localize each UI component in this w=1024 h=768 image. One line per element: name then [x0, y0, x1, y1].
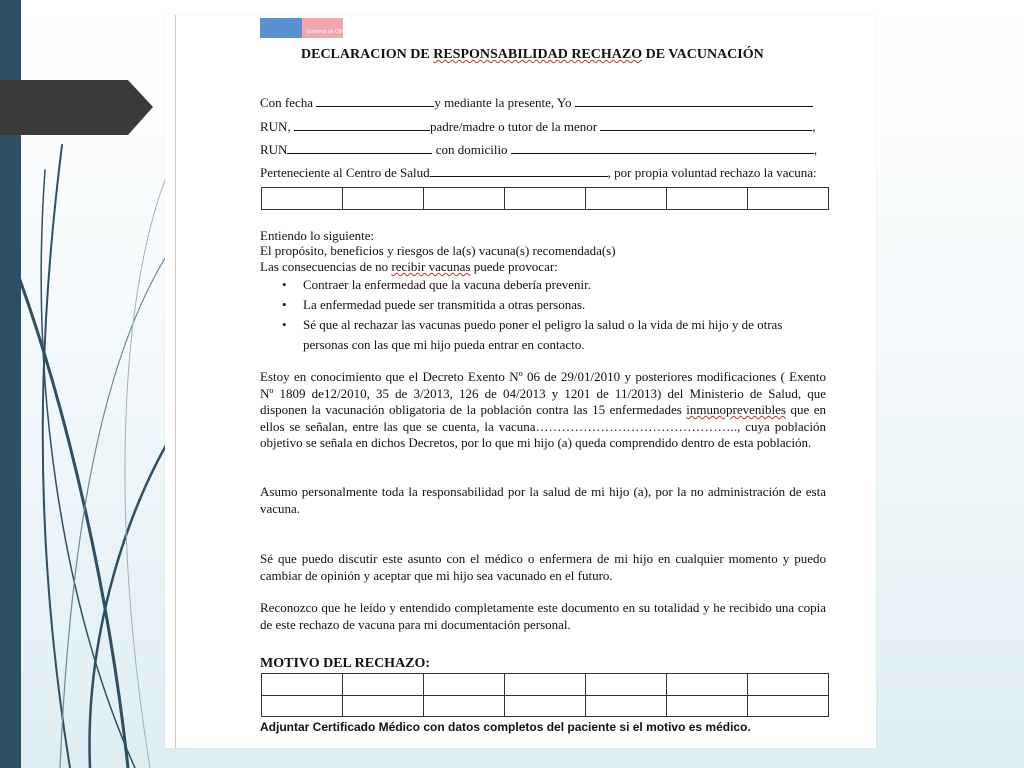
motivo-note: Adjuntar Certificado Médico con datos completos del paciente si el motivo es médico.: [260, 720, 751, 734]
document-title: DECLARACION DE RESPONSABILIDAD RECHAZO DE VACUNACIÓN: [301, 47, 764, 62]
logo-text: Gobierno de Chile: [306, 29, 347, 35]
centro-blank[interactable]: [430, 165, 608, 177]
fecha-blank[interactable]: [316, 95, 434, 107]
list-item: • La enfermedad puede ser transmitida a otras personas.: [282, 297, 586, 312]
document-page: [165, 15, 876, 748]
nombre-blank[interactable]: [575, 95, 813, 107]
reconozco-paragraph: Reconozco que he leído y entendido completamente este documento en su totalidad y he recibido una copia de este rechazo de vacuna para mi documentación personal.: [260, 600, 826, 632]
understanding-line-2: El propósito, beneficios y riesgos de la(s) vacuna(s) recomendada(s): [260, 243, 616, 258]
decreto-paragraph: Estoy en conocimiento que el Decreto Exento Nº 06 de 29/01/2010 y posteriores modificaciones ( Exento Nº 1809 de12/2010, 35 de 3/2013, 126 de 04/2013 y 1201 de 11/2013) del Ministerio de Salud, que disponen la vacunación obligatoria de la población contra las 15 enfermedades inmunoprevenibles que en ellos se señalan, entre las que se cuenta, la vacuna……………………………………….., cuya población objetivo se señala en dichos Decretos, por lo que mi hijo (a) queda comprendido dentro de esta población.: [260, 369, 826, 450]
domicilio-blank[interactable]: [511, 142, 814, 154]
understanding-line-3: Las consecuencias de no recibir vacunas puede provocar:: [260, 259, 558, 274]
field-row-fecha: Con fecha y mediante la presente, Yo: [260, 95, 813, 111]
run1-blank[interactable]: [294, 119, 430, 131]
field-row-centro: Perteneciente al Centro de Salud , por propia voluntad rechazo la vacuna:: [260, 165, 817, 180]
field-row-run1: RUN, padre/madre o tutor de la menor ,: [260, 119, 816, 134]
understanding-line-1: Entiendo lo siguiente:: [260, 228, 375, 243]
page-margin-line: [175, 15, 176, 748]
list-item: • Sé que al rechazar las vacunas puedo poner el peligro la salud o la vida de mi hijo y de otras personas con las que mi hijo pueda entrar en contacto.: [282, 317, 783, 352]
motivo-grid[interactable]: [261, 673, 829, 717]
consequences-list: [260, 275, 826, 355]
field-row-run2: RUN con domicilio ,: [260, 142, 818, 157]
motivo-heading: MOTIVO DEL RECHAZO:: [260, 656, 431, 671]
government-logo: [260, 18, 347, 38]
menor-blank[interactable]: [600, 119, 812, 131]
slide-arrow-tab: [0, 80, 153, 135]
list-item: • Contraer la enfermedad que la vacuna debería prevenir.: [282, 277, 592, 292]
vaccine-grid[interactable]: [261, 187, 829, 210]
responsabilidad-paragraph: Asumo personalmente toda la responsabilidad por la salud de mi hijo (a), por la no administración de esta vacuna.: [260, 484, 826, 516]
discutir-paragraph: Sé que puedo discutir este asunto con el médico o enfermera de mi hijo en cualquier momento y puedo cambiar de opinión y aceptar que mi hijo sea vacunado en el futuro.: [260, 551, 826, 583]
run2-blank[interactable]: [287, 142, 432, 154]
